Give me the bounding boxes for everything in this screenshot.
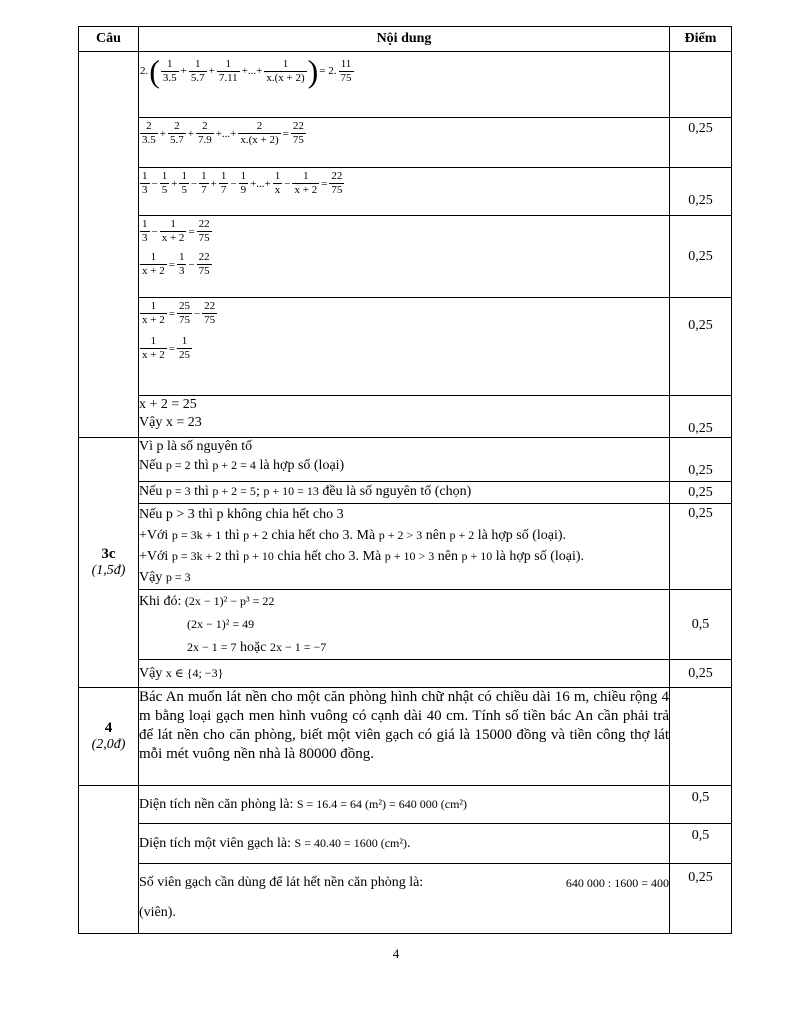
text-line: Vậy x = 23 [139,415,202,430]
content-4-3 [139,864,670,934]
fraction: $\frac{1}{x.(x + 2)}$ [266,57,305,84]
row-4-3 [79,864,732,934]
text-line: Vậy p = 3 [139,570,191,585]
row-4-1 [79,786,732,824]
score-cell: 0,25 [670,482,732,504]
fraction: $\frac{1}{x + 2}$ [142,300,165,326]
fraction: $\frac{1}{5}$ [181,170,187,196]
question-label: 4 [104,720,113,736]
plus: + [180,65,187,77]
fraction: $\frac{2}{5.7}$ [169,120,184,146]
equation [139,251,669,278]
problem-text: Bác An muốn lát nền cho một căn phòng hình chữ nhật có chiều dài 16 m, chiều rộng 4 m bằng loại gạch men hình vuông có cạnh dài 40 cm. Tính số tiền bác An cần phải trả để lát nền cho căn phòng, biết một viên gạch có giá là 15000 đồng và tiền công thợ lát mỗi mét vuông nền nhà là 80000 đồng. [139,688,670,786]
fraction: $\frac{1}{7}$ [220,170,227,196]
fraction: $\frac{22}{75}$ [331,170,343,196]
page-number: 4 [392,946,400,961]
equation [139,335,669,362]
score-cell: 0,25 [670,168,732,216]
content-3c-5: Vậy x ∈ {4; −3} [139,660,670,688]
content-3b-1 [139,52,670,118]
question-label: 3c [101,546,116,562]
text-line: +Với p = 3k + 1 thì p + 2 chia hết cho 3. Mà p + 2 > 3 nên p + 2 là hợp số (loại). [139,528,567,543]
fraction: $\frac{1}{7}$ [201,170,207,196]
text-line: (2x − 1)² = 49 [187,617,255,631]
plus: + [171,177,178,190]
score-cell: 0,25 [670,118,732,168]
text-line: x + 2 = 25 [139,397,197,412]
equals: = [168,258,175,271]
text-line: 2x − 1 = 7 hoặc 2x − 1 = −7 [187,640,327,655]
equals: = [282,127,289,140]
question-cell-4-cont [79,786,139,934]
plus: + [210,177,217,190]
fraction: $\frac{1}{3}$ [142,218,148,244]
dots: +...+ [215,127,237,140]
plus: + [208,65,215,77]
equation [139,300,669,327]
fraction: $\frac{1}{x + 2}$ [294,170,318,196]
text-line: +Với p = 3k + 2 thì p + 10 chia hết cho 3. Mà p + 10 > 3 nên p + 10 là hợp số (loại). [139,549,585,564]
score-cell: 0,5 [670,786,732,824]
content-4-1: Diện tích nền căn phòng là: S = 16.4 = 64 (m²) = 640 000 (cm²) [139,786,670,824]
dots: +...+ [250,177,271,190]
minus: − [284,177,291,190]
text-line: Khi đó: (2x − 1)² − p³ = 22 [139,594,275,609]
fraction: $\frac{1}{3.5}$ [162,57,177,84]
plus: + [159,127,166,140]
equation [139,218,669,245]
content-3b-6 [139,396,670,438]
row-3b-1 [79,52,732,118]
content-3b-5 [139,298,670,396]
minus: − [151,177,158,190]
answer-table [78,26,732,934]
minus: − [151,225,158,238]
fraction: $\frac{22}{75}$ [204,300,216,326]
content-3b-4 [139,216,670,298]
text: 2. [140,65,149,77]
row-3c-3 [79,504,732,590]
fraction: $\frac{1}{5.7}$ [190,57,205,84]
row-3b-4 [79,216,732,298]
question-cell-3c [79,438,139,688]
equation [139,170,669,197]
row-3c-1 [79,438,732,482]
row-3b-2 [79,118,732,168]
score-cell: 0,25 [670,216,732,298]
fraction: $\frac{1}{5}$ [161,170,168,196]
text-line: Nếu p = 2 thì p + 2 = 4 là hợp số (loại) [139,458,345,473]
score-cell: 0,25 [670,660,732,688]
dots: +...+ [241,65,263,77]
equals: = [321,177,328,190]
fraction: $\frac{1}{x + 2}$ [142,335,165,361]
minus: − [193,307,201,320]
plus: + [187,127,194,140]
content-4-2: Diện tích một viên gạch là: S = 40.40 = 1600 (cm²). [139,824,670,864]
header-cau: Câu [79,27,139,52]
fraction: $\frac{1}{x + 2}$ [142,251,165,277]
equation [139,120,669,147]
score-cell [670,52,732,118]
row-3b-3 [79,168,732,216]
text-line: Vì p là số nguyên tố [139,439,253,454]
fraction: $\frac{1}{9}$ [240,170,247,196]
fraction: $\frac{22}{75}$ [198,218,210,244]
fraction: $\frac{2}{7.9}$ [197,120,212,146]
question-points: (2,0đ) [91,737,126,752]
fraction: $\frac{11}{75}$ [340,57,352,84]
score-cell: 0,25 [670,864,732,934]
row-3c-4 [79,590,732,660]
row-3b-5 [79,298,732,396]
score-cell: 0,25 [670,438,732,482]
fraction: $\frac{1}{3}$ [178,251,185,277]
fraction: $\frac{22}{75}$ [198,251,210,277]
fraction: $\frac{1}{3}$ [142,170,148,196]
content-3c-3 [139,504,670,590]
minus: − [188,258,195,271]
question-points: (1,5đ) [91,563,126,578]
header-diem: Điểm [670,27,732,52]
content-3c-4 [139,590,670,660]
score-cell: 0,25 [670,396,732,438]
fraction: $\frac{25}{75}$ [178,300,190,326]
score-cell: 0,25 [670,298,732,396]
text-line: Số viên gạch cần dùng để lát hết nền căn phòng là: 640 000 : 1600 = 400 [139,875,669,890]
paren-close: ) [307,53,319,89]
row-4-problem [79,688,732,786]
question-cell-3b [79,52,139,438]
text: = 2. [319,65,337,77]
header-row [79,27,732,52]
minus: − [190,177,198,190]
paren-open: ( [149,53,160,89]
fraction: $\frac{22}{75}$ [292,120,304,146]
fraction: $\frac{1}{x + 2}$ [161,218,185,244]
content-3b-2 [139,118,670,168]
fraction: $\frac{1}{x}$ [274,170,281,196]
equation [139,53,669,89]
content-3b-3 [139,168,670,216]
content-3c-2: Nếu p = 3 thì p + 2 = 5; p + 10 = 13 đều là số nguyên tố (chọn) [139,482,670,504]
header-noi-dung: Nội dung [139,27,670,52]
text-line: (viên). [139,905,176,920]
row-3c-2 [79,482,732,504]
score-cell: 0,5 [670,824,732,864]
text-line: Nếu p > 3 thì p không chia hết cho 3 [139,507,344,522]
score-cell: 0,5 [670,590,732,660]
score-cell [670,688,732,786]
fraction: $\frac{2}{x.(x + 2)}$ [240,120,279,146]
row-4-2 [79,824,732,864]
equals: = [168,342,175,355]
content-3c-1 [139,438,670,482]
score-cell: 0,25 [670,504,732,590]
minus: − [230,177,237,190]
equals: = [188,225,195,238]
row-3c-5 [79,660,732,688]
row-3b-6 [79,396,732,438]
fraction: $\frac{1}{25}$ [178,335,190,361]
equals: = [168,307,175,320]
fraction: $\frac{2}{3.5}$ [142,120,156,146]
question-cell-4 [79,688,139,786]
fraction: $\frac{1}{7.11}$ [218,57,238,84]
